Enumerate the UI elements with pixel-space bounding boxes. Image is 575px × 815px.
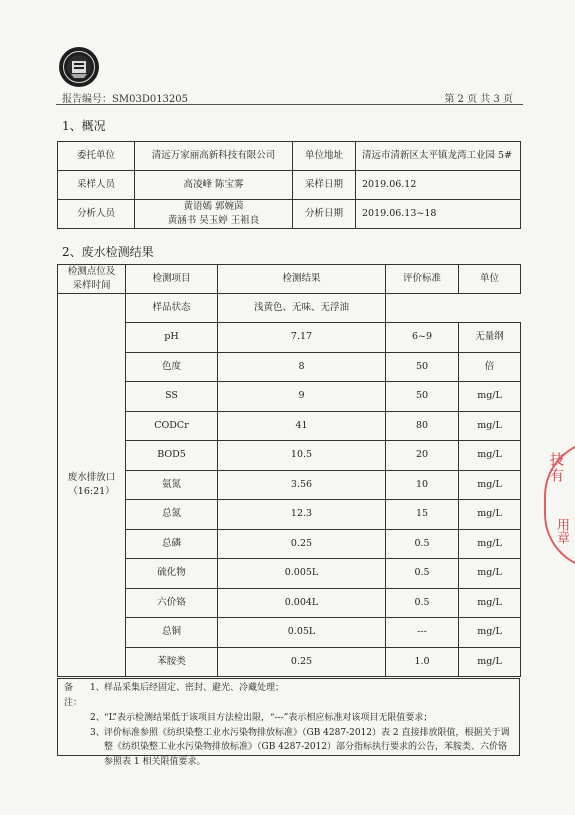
cell-item: BOD5 bbox=[126, 441, 218, 471]
cell-item: 色度 bbox=[126, 352, 218, 382]
cell-result: 8 bbox=[218, 352, 386, 382]
result-row bbox=[58, 441, 521, 471]
cell-unit: mg/L bbox=[459, 647, 521, 677]
note-number: 3、 bbox=[90, 727, 105, 738]
cell-result: 3.56 bbox=[218, 470, 386, 500]
cell-unit: mg/L bbox=[459, 529, 521, 559]
note-text: 评价标准参照《纺织染整工业水污染物排放标准》（GB 4287-2012）表 2 直接排放限值，根据关于调整《纺织染整工业水污染物排放标准》（GB 4287-2012）部分指标执行要求的公告，苯胺类、六价铬参照表 1 相关限值要求。 bbox=[104, 727, 510, 768]
cell-result: 9 bbox=[218, 382, 386, 412]
note-label bbox=[64, 711, 90, 726]
cell-unit: mg/L bbox=[459, 441, 521, 471]
cell-standard: 10 bbox=[386, 470, 459, 500]
overview-value: 清远万家丽高新科技有限公司 bbox=[135, 142, 293, 171]
sampling-point: 废水排放口 （16:21） bbox=[58, 293, 126, 677]
cell-standard: 1.0 bbox=[386, 647, 459, 677]
cell-item: SS bbox=[126, 382, 218, 412]
result-row bbox=[58, 647, 521, 677]
result-row bbox=[58, 588, 521, 618]
note-text: “L”表示检测结果低于该项目方法检出限，“---”表示相应标准对该项目无限值要求； bbox=[104, 712, 433, 723]
wastewater-results-table bbox=[57, 264, 521, 677]
result-row bbox=[58, 559, 521, 589]
cell-result: 0.25 bbox=[218, 529, 386, 559]
cell-item: 硫化物 bbox=[126, 559, 218, 589]
overview-label: 分析日期 bbox=[293, 200, 356, 229]
cell-standard: 6~9 bbox=[386, 323, 459, 353]
note-item bbox=[64, 681, 515, 711]
header-divider bbox=[56, 104, 523, 105]
overview-value: 高凌峰 陈宝雾 bbox=[135, 171, 293, 200]
cell-standard: --- bbox=[386, 618, 459, 648]
cell-result: 0.05L bbox=[218, 618, 386, 648]
overview-row bbox=[58, 142, 521, 171]
note-number: 2、 bbox=[90, 712, 105, 723]
overview-label: 委托单位 bbox=[58, 142, 135, 171]
cell-item: 苯胺类 bbox=[126, 647, 218, 677]
cell-item: pH bbox=[126, 323, 218, 353]
cell-result: 0.005L bbox=[218, 559, 386, 589]
header-result: 检测结果 bbox=[218, 265, 386, 294]
red-company-stamp: 技有 用章 bbox=[538, 440, 575, 570]
cell-unit: mg/L bbox=[459, 588, 521, 618]
cell-result: 10.5 bbox=[218, 441, 386, 471]
cell-standard: 50 bbox=[386, 352, 459, 382]
cell-unit: mg/L bbox=[459, 470, 521, 500]
overview-value: 2019.06.13~18 bbox=[356, 200, 521, 229]
cell-standard: 80 bbox=[386, 411, 459, 441]
result-row bbox=[58, 411, 521, 441]
cell-standard: 0.5 bbox=[386, 559, 459, 589]
result-row bbox=[58, 470, 521, 500]
overview-label: 采样人员 bbox=[58, 171, 135, 200]
note-item bbox=[64, 711, 515, 726]
overview-row bbox=[58, 200, 521, 229]
note-label: 备注： bbox=[64, 683, 83, 708]
cell-standard: 20 bbox=[386, 441, 459, 471]
cell-item: 样品状态 bbox=[126, 293, 218, 323]
cell-item: 总铜 bbox=[126, 618, 218, 648]
header-item: 检测项目 bbox=[126, 265, 218, 294]
result-row bbox=[58, 500, 521, 530]
cell-standard: 15 bbox=[386, 500, 459, 530]
cell-result: 0.004L bbox=[218, 588, 386, 618]
cell-standard: 50 bbox=[386, 382, 459, 412]
result-row bbox=[58, 293, 521, 323]
report-number: 报告编号：SM03D013205 bbox=[62, 94, 189, 105]
overview-row bbox=[58, 171, 521, 200]
cell-result: 12.3 bbox=[218, 500, 386, 530]
note-label bbox=[64, 726, 90, 771]
cell-unit: mg/L bbox=[459, 618, 521, 648]
result-row bbox=[58, 618, 521, 648]
note-text: 样品采集后经固定、密封、避光、冷藏处理； bbox=[104, 683, 285, 693]
result-row bbox=[58, 529, 521, 559]
overview-label: 单位地址 bbox=[293, 142, 356, 171]
cell-standard: 0.5 bbox=[386, 529, 459, 559]
header-unit: 单位 bbox=[459, 265, 521, 294]
cell-result: 7.17 bbox=[218, 323, 386, 353]
overview-label: 采样日期 bbox=[293, 171, 356, 200]
header-standard: 评价标准 bbox=[386, 265, 459, 294]
cell-unit: mg/L bbox=[459, 411, 521, 441]
cell-result: 浅黄色、无味、无浮油 bbox=[218, 293, 386, 323]
overview-table bbox=[57, 141, 521, 229]
section2-title: 2、废水检测结果 bbox=[62, 245, 154, 259]
overview-label: 分析人员 bbox=[58, 200, 135, 229]
cell-result: 0.25 bbox=[218, 647, 386, 677]
cell-item: 六价铬 bbox=[126, 588, 218, 618]
institution-seal-logo bbox=[58, 46, 100, 88]
cell-item: 总氮 bbox=[126, 500, 218, 530]
result-row bbox=[58, 352, 521, 382]
cell-item: 总磷 bbox=[126, 529, 218, 559]
cell-unit: mg/L bbox=[459, 500, 521, 530]
note-number: 1、 bbox=[90, 683, 105, 693]
page-indicator: 第 2 页 共 3 页 bbox=[444, 94, 513, 105]
cell-unit: 倍 bbox=[459, 352, 521, 382]
note-item bbox=[64, 726, 515, 771]
cell-unit: mg/L bbox=[459, 559, 521, 589]
cell-item: CODCr bbox=[126, 411, 218, 441]
overview-value: 黄语嫣 郭婉茵 黄涵书 吴玉婷 王祖良 bbox=[135, 200, 293, 229]
cell-unit: mg/L bbox=[459, 382, 521, 412]
section1-title: 1、概况 bbox=[62, 119, 106, 133]
header-point: 检测点位及 采样时间 bbox=[58, 265, 126, 294]
result-row bbox=[58, 382, 521, 412]
overview-value: 清远市清新区太平镇龙湾工业园 5# bbox=[356, 142, 521, 171]
notes-box bbox=[57, 678, 520, 768]
cell-item: 氨氮 bbox=[126, 470, 218, 500]
cell-unit: 无量纲 bbox=[459, 323, 521, 353]
cell-standard: 0.5 bbox=[386, 588, 459, 618]
cell-result: 41 bbox=[218, 411, 386, 441]
overview-value: 2019.06.12 bbox=[356, 171, 521, 200]
result-row bbox=[58, 323, 521, 353]
